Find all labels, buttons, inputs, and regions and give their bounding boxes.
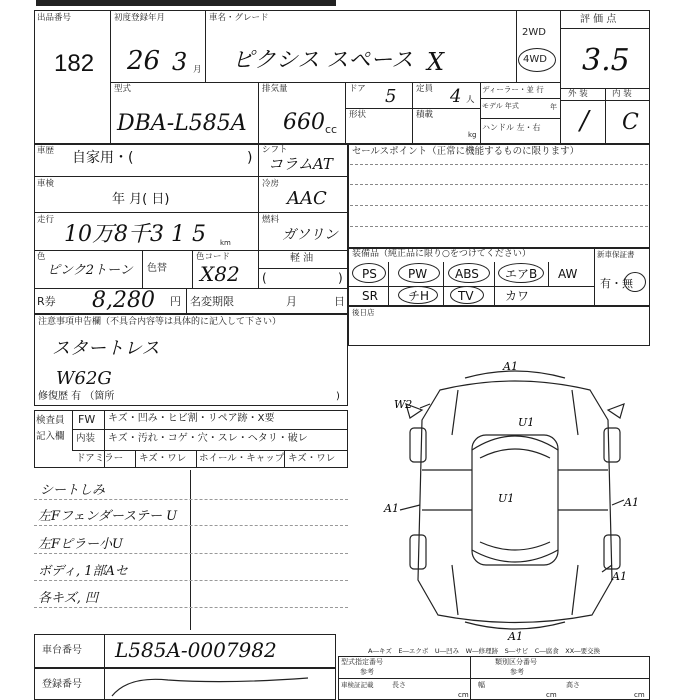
chassis-value: L585A-0007982 [115,638,277,662]
reg-no-label: 登録番号 [42,679,82,690]
reg-label: 初度登録年月 [114,13,166,23]
spec-label-6: 長さ [392,681,406,689]
remark-4: ボディ, 1部Aセ [38,564,128,579]
fuel-value: ガソリン [282,227,338,243]
paren-open: ( [262,271,267,285]
mark-a1-rear: A1 [508,630,523,643]
interior-inspect-label: 内装 [76,433,96,444]
drive-2wd: 2WD [522,27,546,38]
notes-line-1: スタートレス [52,338,160,359]
mileage-label: 走行 [37,215,55,225]
remark-5: 各キズ, 凹 [38,591,99,606]
inspector-label-2: 記入欄 [36,431,65,442]
load-label: 積載 [416,110,434,120]
new-car-value: 有・無 [600,277,633,290]
mark-a1-rear-right: A1 [612,570,627,583]
score: 3.5 [582,43,630,78]
capacity-value: 4 [450,86,462,107]
header-title-fragment [36,0,336,6]
mirror-sub: キズ・ワレ [139,453,187,464]
exterior-label: 外 装 [568,89,588,99]
month-text: 月 [286,295,297,308]
load-unit: kg [468,131,477,139]
recycle-value: 8,280 [92,288,155,313]
lot-label: 出品番号 [37,13,72,23]
interior-label: 内 装 [612,89,632,99]
sales-block [348,144,650,248]
new-car-label: 新車保証書 [597,250,635,259]
recycle-label: R券 [37,295,56,308]
paren-close: ) [338,271,343,285]
notes-line-2: W62G [56,368,112,389]
diagram-legend: A―キズ E―エクボ U―凹み W―修理跡 S―サビ C―腐食 XX―要交換 [368,647,601,655]
day-text: 日 [334,295,345,308]
fw-text: キズ・凹み・ヒビ割・リペア跡・X要 [108,413,275,424]
chassis-label: 車台番号 [42,645,82,656]
cm-unit-3: cm [634,691,645,699]
mirror-text: ドアミラー [76,453,124,464]
repair-close: ) [336,391,340,402]
grade: X [427,48,445,76]
door-label: ドア [349,84,366,94]
model-year-unit: 年 [550,103,557,111]
score-label: 評 価 点 [580,14,617,25]
remark-2: 左Fフェンダーステー U [38,509,178,524]
lot-number: 182 [54,50,95,77]
equip-airbag: エアB [505,267,538,281]
spec-label-7: 幅 [478,681,485,689]
inspection-label: 車検 [37,179,55,189]
reg-month: 3 [172,48,188,76]
shift-value: コラムAT [268,155,333,173]
door-value: 5 [385,86,397,107]
mark-a1-left: A1 [384,502,399,515]
wheel-sub: キズ・ワレ [288,453,336,464]
reg-scribble [108,672,328,700]
sales-label: セールスポイント（正常に機能するものに限ります） [352,146,580,157]
mileage-value: 10万8千3 1 5 [64,222,206,247]
remark-1: シートしみ [40,483,106,498]
model-year-label: モデル 年式 [482,102,519,110]
equip-aw: AW [558,267,578,281]
interior-grade: C [622,110,639,135]
type-label: 型式 [114,84,132,94]
notes-label: 注意事項申告欄（不具合内容等は具体的に記入して下さい） [38,317,282,327]
inspector-label-1: 検査員 [36,415,65,426]
equip-hid: チH [408,289,430,303]
reg-year: 26 [127,46,161,76]
color-label: 色 [37,252,46,262]
cm-unit-1: cm [458,691,469,699]
fw-label: FW [78,413,96,426]
wheel-text: ホイール・キャップ [199,453,285,464]
equipment-label: 装備品（純正品に限り○をつけてください） [352,249,531,259]
spec-label-3: 参考 [360,668,374,676]
registration-label: 名変期限 [190,295,234,308]
drive-4wd: 4WD [523,54,547,65]
use-label: 車歴 [37,146,55,156]
ac-label: 冷房 [262,179,280,189]
equip-sr: SR [362,289,378,303]
spec-label-4: 参考 [510,668,524,676]
color-change-label: 色替 [147,263,167,274]
rear-label: 後日店 [352,308,375,317]
shift-label: シフト [262,145,288,155]
capacity-label: 定員 [416,84,434,94]
displacement-value: 660 [283,110,325,135]
mileage-unit: km [220,239,231,247]
equip-tv: TV [458,289,474,303]
mark-a1-right: A1 [624,496,639,509]
color-code-label: 色コード [196,252,231,262]
equip-ps: PS [362,267,377,281]
equip-pw: PW [408,267,428,281]
use-close: ) [247,150,253,166]
model-name: ピクシス スペース [232,48,414,73]
displacement-unit: cc [325,123,338,136]
interior-inspect-text: キズ・汚れ・コゲ・穴・スレ・ヘタリ・破レ [108,433,308,444]
light-oil-label: 軽 油 [290,253,314,264]
spec-label-5: 車検証記載 [341,681,374,689]
use-value: 自家用・( [72,150,134,166]
recycle-unit: 円 [170,295,181,308]
spec-label-1: 型式指定番号 [341,658,383,666]
color-value: ピンク2トーン [47,263,133,278]
mark-u1-hood: U1 [518,416,535,429]
month-unit: 月 [193,65,202,75]
fuel-label: 燃料 [262,215,280,225]
mark-a1-front: A1 [503,360,518,373]
car-damage-diagram [380,360,650,645]
ac-value: AAC [287,188,327,209]
equip-leather: カワ [505,289,530,303]
mark-u1-roof: U1 [498,492,515,505]
handle-label: ハンドル 左・右 [482,123,541,132]
color-code-value: X82 [200,262,240,286]
shape-label: 形状 [349,110,367,120]
capacity-unit: 人 [466,95,475,105]
spec-label-8: 高さ [566,681,580,689]
remark-3: 左Fピラー小U [38,537,123,552]
repair-label: 修復歴 有 （箇所 [38,391,115,402]
exterior-grade: / [580,106,589,136]
displacement-label: 排気量 [262,84,288,94]
cm-unit-2: cm [546,691,557,699]
inspection-value: 年 月( 日) [112,192,170,207]
equip-abs: ABS [455,267,479,281]
dealer-label: ディーラー・並 行 [482,85,544,94]
mark-w2: W2 [394,398,413,411]
model-label: 車名・グレード [209,13,269,23]
type-value: DBA-L585A [117,111,247,136]
spec-label-2: 類別区分番号 [495,658,537,666]
